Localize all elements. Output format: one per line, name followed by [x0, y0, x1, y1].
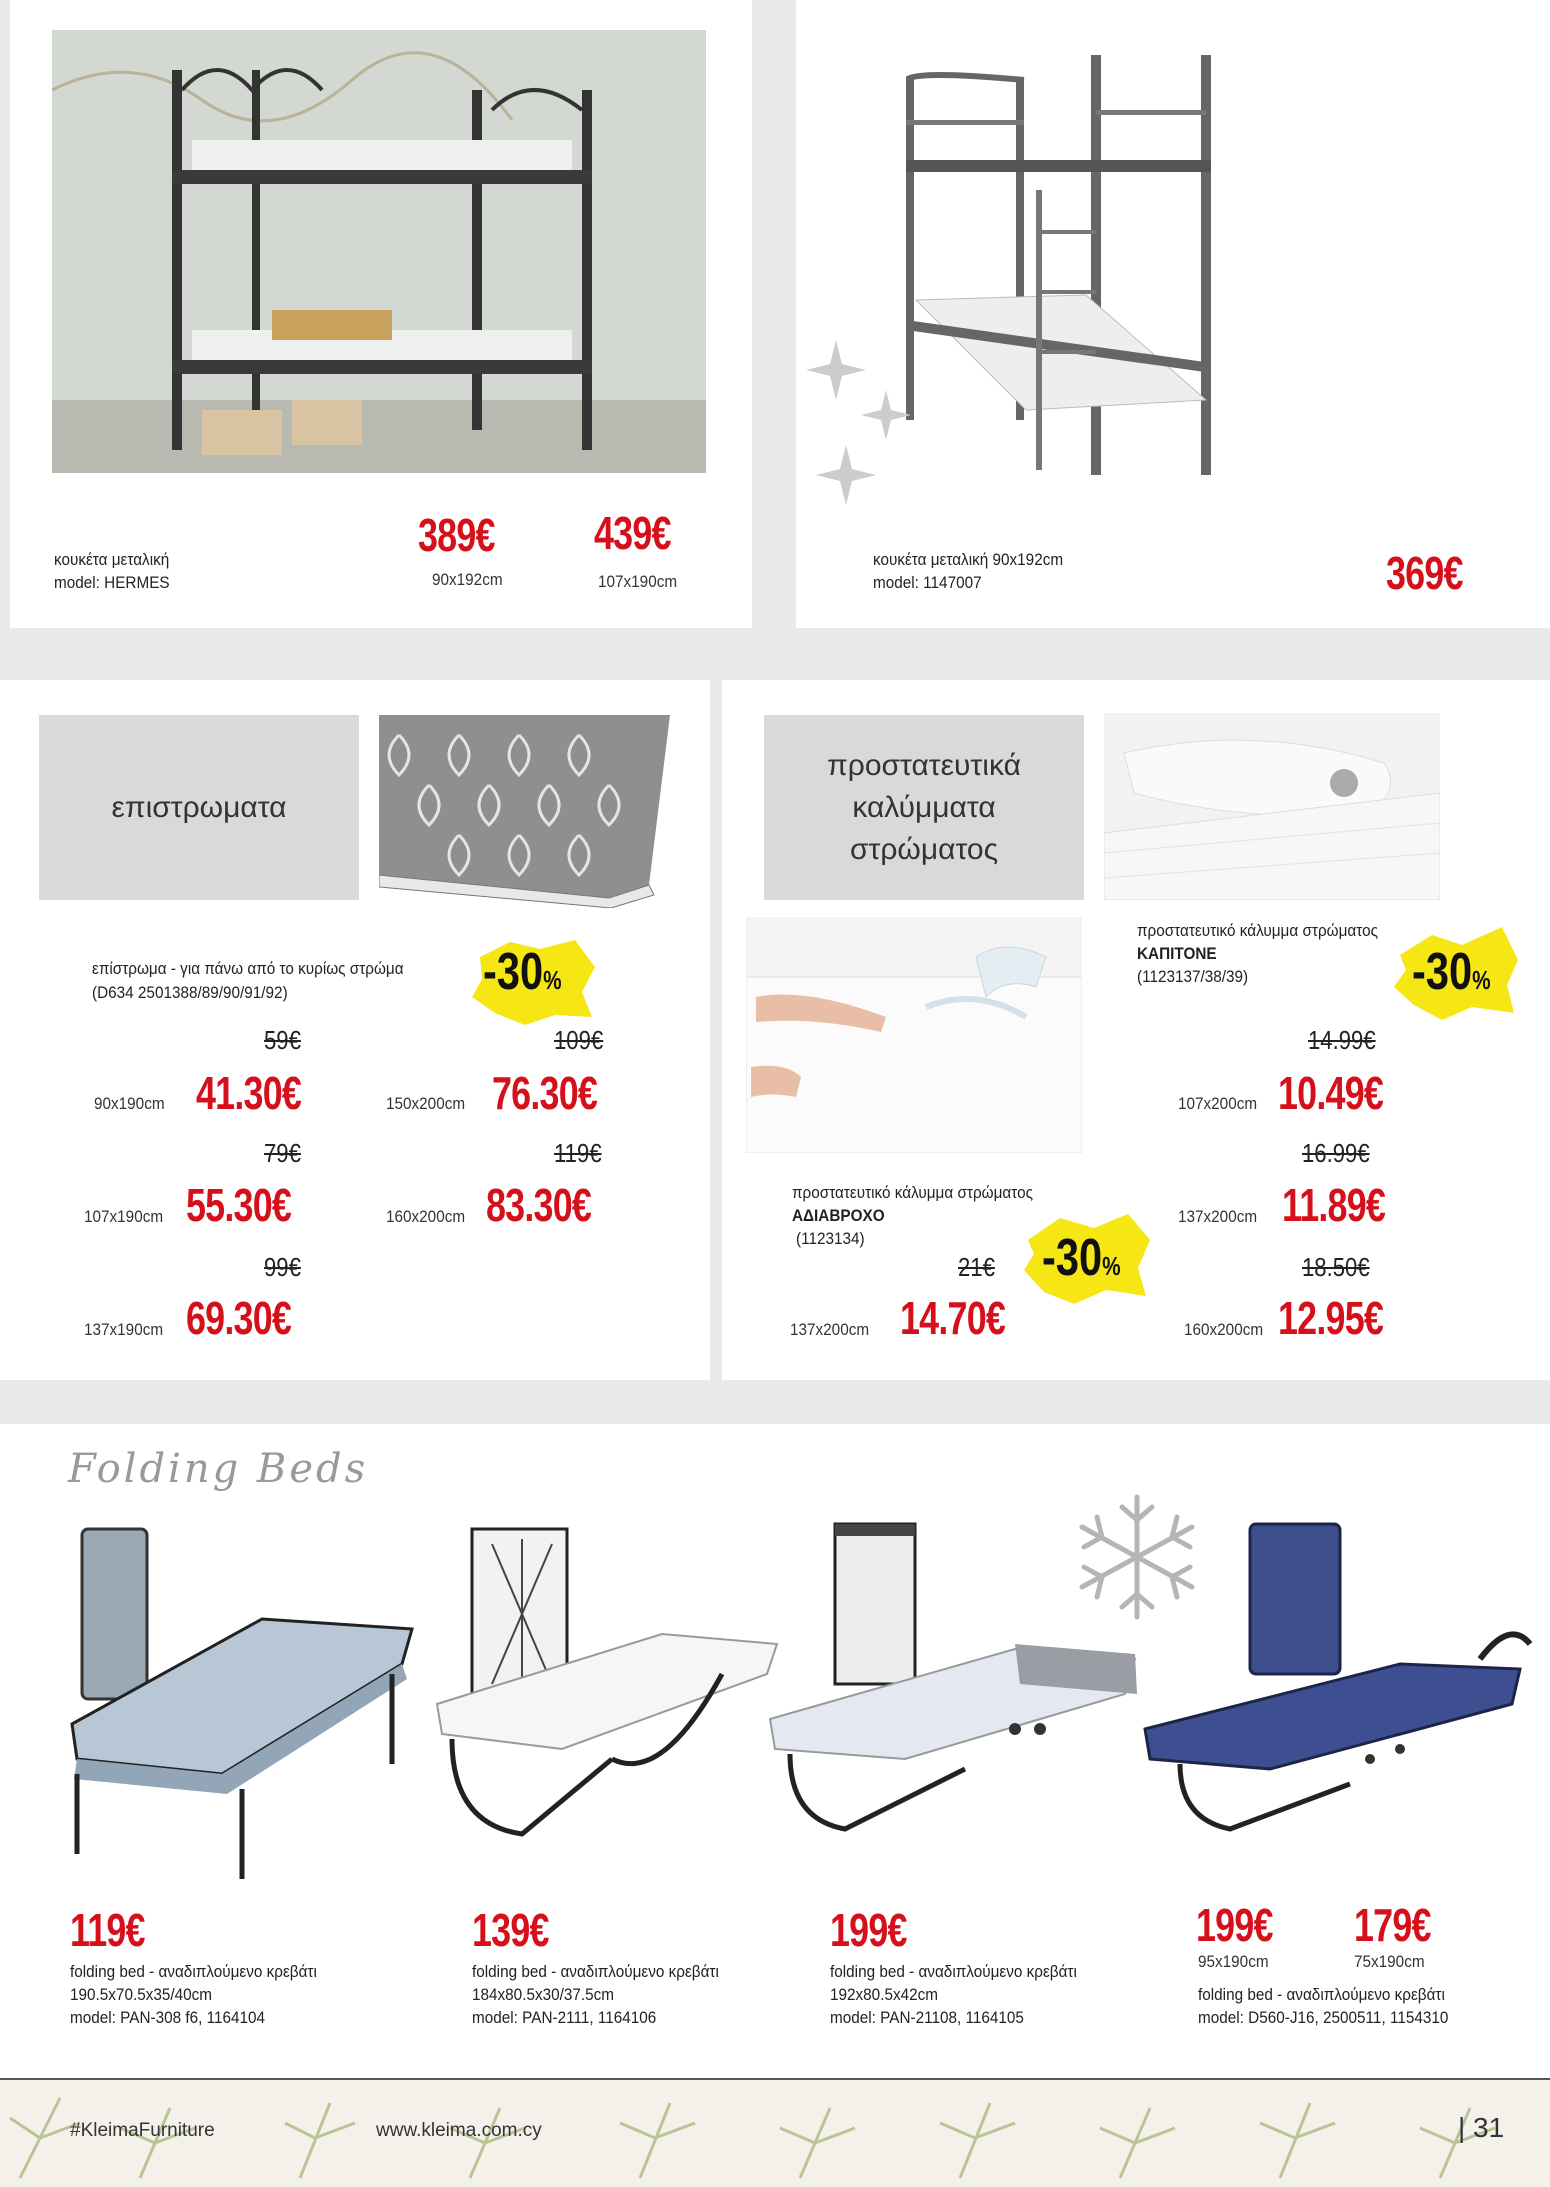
- bunk2-price: 369€: [1386, 547, 1463, 599]
- footer-hashtag: #KleimaFurniture: [70, 2120, 215, 2141]
- pine-branch-decoration: [0, 2078, 1550, 2187]
- bunk2-caption-line2: model: 1147007: [873, 573, 982, 592]
- folding-bed-caption-line1: folding bed - αναδιπλούμενο κρεβάτι: [70, 1962, 317, 1981]
- folding-bed-4-size-1: 95x190cm: [1198, 1952, 1269, 1971]
- topper-old-price: 79€: [264, 1138, 301, 1168]
- waterproof-caption-line2: ΑΔΙΑΒΡΟΧΟ: [792, 1206, 885, 1225]
- topper-price: 55.30€: [186, 1179, 292, 1231]
- toppers-discount-value: -30: [483, 943, 544, 1001]
- waterproof-discount-label: [1042, 1228, 1121, 1288]
- pillow-mattress-illustration: [1104, 713, 1440, 900]
- quilted-size: 107x200cm: [1178, 1094, 1258, 1113]
- footer-website[interactable]: www.kleima.com.cy: [376, 2120, 542, 2141]
- quilted-price: 12.95€: [1278, 1292, 1384, 1344]
- waterproof-size: 137x200cm: [790, 1320, 870, 1339]
- protectors-category-line3: στρώματος: [849, 832, 999, 866]
- sparkle-stars-decoration: [806, 330, 916, 520]
- protectors-panel: [722, 680, 1550, 1380]
- waterproof-protector-photo: [746, 917, 1082, 1153]
- folding-bed-4-price-2: 179€: [1354, 1899, 1431, 1951]
- folding-bed-4-illustration: [1140, 1519, 1540, 1849]
- waterproof-discount-percent: %: [1102, 1251, 1121, 1281]
- folding-bed-2-illustration: [432, 1524, 787, 1844]
- hermes-caption-line1: κουκέτα μεταλική: [54, 550, 170, 569]
- topper-size: 107x190cm: [84, 1207, 164, 1226]
- waterproof-caption-line3: (1123134): [796, 1229, 865, 1248]
- quilted-size: 137x200cm: [1178, 1207, 1258, 1226]
- folding-bed-caption-line1: folding bed - αναδιπλούμενο κρεβάτι: [830, 1962, 1077, 1981]
- quilted-size: 160x200cm: [1184, 1320, 1264, 1339]
- folding-bed-1-illustration: [62, 1524, 432, 1884]
- bunk-bed-1147007-panel: [796, 0, 1550, 628]
- quilted-discount-value: -30: [1412, 943, 1473, 1001]
- waterproof-old-price: 21€: [958, 1252, 995, 1282]
- topper-old-price: 59€: [264, 1025, 301, 1055]
- quilted-caption-line3: (1123137/38/39): [1137, 967, 1249, 986]
- folding-bed-caption-line3: model: PAN-21108, 1164105: [830, 2008, 1024, 2027]
- quilted-old-price: 18.50€: [1302, 1252, 1370, 1282]
- topper-old-price: 109€: [554, 1025, 604, 1055]
- quilted-price: 11.89€: [1282, 1179, 1386, 1231]
- toppers-category-box: [39, 715, 359, 900]
- hermes-size-2: 107x190cm: [598, 572, 678, 591]
- folding-bed-4-caption-line2: model: D560-J16, 2500511, 1154310: [1198, 2008, 1449, 2027]
- quilted-caption-line1: προστατευτικό κάλυμμα στρώματος: [1137, 921, 1378, 940]
- bunk2-caption-line1: κουκέτα μεταλική 90x192cm: [873, 550, 1064, 569]
- topper-size: 137x190cm: [84, 1320, 164, 1339]
- waterproof-caption-line1: προστατευτικό κάλυμμα στρώματος: [792, 1183, 1033, 1202]
- protectors-category-box: [764, 715, 1084, 900]
- folding-bed-caption-line1: folding bed - αναδιπλούμενο κρεβάτι: [472, 1962, 719, 1981]
- bunk-bed-hermes-photo: [52, 30, 706, 473]
- quilted-protector-photo: [1104, 713, 1440, 900]
- toppers-caption-line1: επίστρωμα - για πάνω από το κυρίως στρώμα: [92, 959, 404, 978]
- toppers-discount-label: [483, 942, 562, 1002]
- topper-photo: [379, 715, 670, 908]
- folding-bed-caption-line2: 184x80.5x30/37.5cm: [472, 1985, 615, 2004]
- topper-size: 90x190cm: [94, 1094, 165, 1113]
- folding-bed-price: 119€: [70, 1904, 145, 1956]
- page-number: | 31: [1458, 2112, 1505, 2143]
- waterproof-illustration: [746, 917, 1082, 1153]
- hermes-size-1: 90x192cm: [432, 570, 503, 589]
- folding-bed-4-size-2: 75x190cm: [1354, 1952, 1425, 1971]
- metal-bunk-illustration: [906, 40, 1236, 480]
- hermes-price-1: 389€: [418, 509, 495, 561]
- footer: [0, 2078, 1550, 2187]
- topper-old-price: 99€: [264, 1252, 301, 1282]
- topper-price: 83.30€: [486, 1179, 592, 1231]
- toppers-caption-line2: (D634 2501388/89/90/91/92): [92, 983, 288, 1002]
- folding-bed-price: 139€: [472, 1904, 549, 1956]
- folding-beds-section: [0, 1424, 1550, 2078]
- quilted-discount-percent: %: [1472, 965, 1491, 995]
- quilted-discount-label: [1412, 942, 1491, 1002]
- protectors-category-line2: καλύμματα: [852, 790, 996, 824]
- folding-bed-3-illustration: [765, 1519, 1145, 1849]
- folding-bed-caption-line2: 190.5x70.5x35/40cm: [70, 1985, 213, 2004]
- folding-bed-4-price-1: 199€: [1196, 1899, 1273, 1951]
- topper-size: 150x200cm: [386, 1094, 466, 1113]
- hermes-caption-line2: model: HERMES: [54, 573, 170, 592]
- folding-beds-title: Folding Beds: [68, 1446, 369, 1492]
- topper-old-price: 119€: [554, 1138, 602, 1168]
- quilted-caption-line2: ΚΑΠΙΤΟΝΕ: [1137, 944, 1217, 963]
- topper-price: 69.30€: [186, 1292, 292, 1344]
- quilted-old-price: 14.99€: [1308, 1025, 1376, 1055]
- protectors-category-line1: προστατευτικά: [827, 748, 1021, 782]
- waterproof-price: 14.70€: [900, 1292, 1006, 1344]
- bunk-bed-hermes-panel: [10, 0, 752, 628]
- quilted-price: 10.49€: [1278, 1067, 1384, 1119]
- toppers-discount-percent: %: [543, 965, 562, 995]
- toppers-category-title: επιστρωματα: [111, 790, 287, 824]
- hermes-price-2: 439€: [594, 507, 671, 559]
- folding-bed-caption-line3: model: PAN-308 f6, 1164104: [70, 2008, 266, 2027]
- topper-illustration: [379, 715, 670, 908]
- folding-bed-caption-line3: model: PAN-2111, 1164106: [472, 2008, 657, 2027]
- bunk-bed-illustration: [52, 30, 706, 473]
- quilted-old-price: 16.99€: [1302, 1138, 1370, 1168]
- folding-bed-caption-line2: 192x80.5x42cm: [830, 1985, 939, 2004]
- toppers-panel: [0, 680, 710, 1380]
- topper-size: 160x200cm: [386, 1207, 466, 1226]
- waterproof-discount-value: -30: [1042, 1229, 1103, 1287]
- topper-price: 41.30€: [196, 1067, 302, 1119]
- topper-price: 76.30€: [492, 1067, 598, 1119]
- folding-bed-price: 199€: [830, 1904, 907, 1956]
- folding-bed-4-caption-line1: folding bed - αναδιπλούμενο κρεβάτι: [1198, 1985, 1445, 2004]
